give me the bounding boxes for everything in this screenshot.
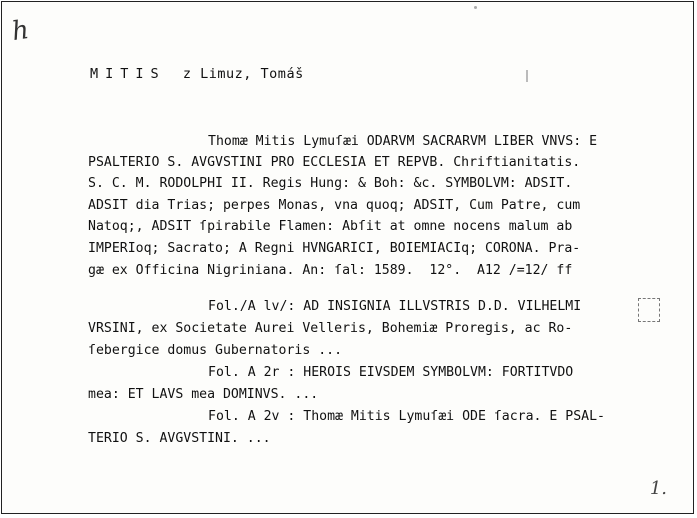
handwritten-card-number: 1. [649,478,667,499]
card-heading [90,66,304,82]
entry-line: ſebergice domus Gubernatoris ... [88,343,343,358]
entry-line: Fol./A lv/: AD INSIGNIA ILLVSTRIS D.D. VILHELMI [208,299,582,314]
entry-line: gæ ex Officina Nigriniana. An: ſal: 1589. 12°. A12 /=12/ ff [88,263,573,278]
entry-line: Thomæ Mitis Lymuſæi ODARVM SACRARVM LIBER VNVS: E [208,134,598,149]
author-surname: MITIS [90,66,166,82]
entry-line: TERIO S. AVGVSTINI. ... [88,431,271,446]
entry-line: IMPERIoq; Sacrato; A Regni HVNGARICI, BOIEMIACIq; CORONA. Pra- [88,241,581,256]
stamp-outline [638,298,660,322]
entry-line: S. C. M. RODOLPHI II. Regis Hung: & Boh: &c. SYMBOLVM: ADSIT. [88,176,573,191]
handwritten-corner-mark: h [9,14,31,48]
entry-line: Fol. A 2r : HEROIS EIVSDEM SYMBOLVM: FORTITVDO [208,365,574,380]
entry-line: Fol. A 2v : Thomæ Mitis Lymuſæi ODE ſacra. E PSAL- [208,409,605,424]
author-name-rest: z Limuz, Tomáš [182,66,304,82]
entry-line: ADSIT dia Trias; perpes Monas, vna quoq; ADSIT, Cum Patre, cum [88,198,581,213]
catalog-card [1,1,694,514]
entry-line: Natoq;, ADSIT ſpirabile Flamen: Abſit at omne nocens malum ab [88,219,573,234]
entry-line: VRSINI, ex Societate Aurei Velleris, Bohemiæ Proregis, ac Ro- [88,321,573,336]
entry-line: mea: ET LAVS mea DOMINVS. ... [88,387,319,402]
speck-mark [474,6,477,9]
pencil-mark [526,70,528,82]
entry-line: PSALTERIO S. AVGVSTINI PRO ECCLESIA ET REPVB. Chriftianitatis. [88,155,581,170]
